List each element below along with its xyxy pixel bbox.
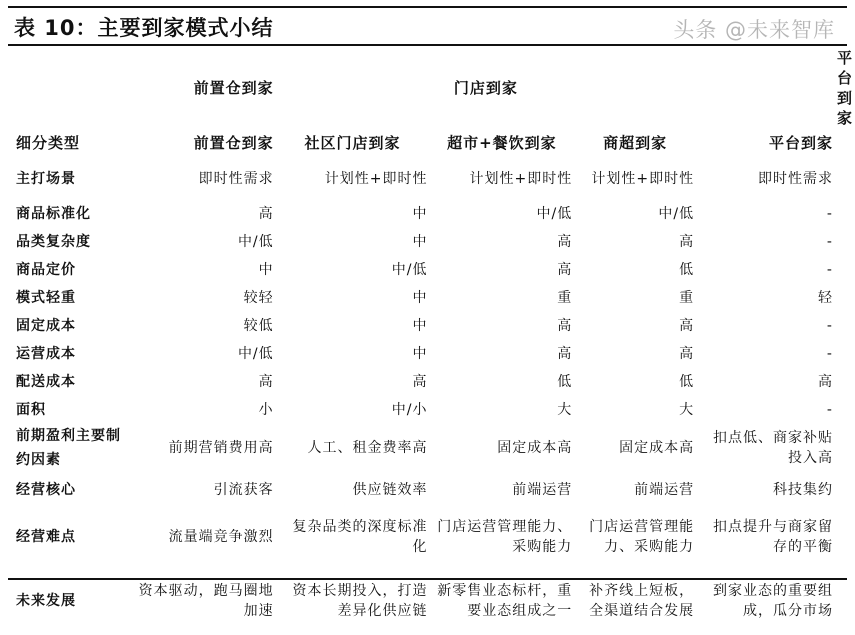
table-cell: 中	[412, 318, 428, 334]
table-cell: 高	[679, 346, 695, 362]
top-rule	[8, 6, 847, 8]
table-cell: -	[826, 262, 833, 278]
row-label: 固定成本	[16, 318, 76, 334]
table-cell: 计划性+即时性	[591, 171, 695, 187]
table-row	[14, 396, 855, 424]
table-cell: 重	[679, 290, 695, 306]
table-cell: 高	[412, 374, 428, 390]
title-rule	[8, 44, 847, 46]
table-cell: 较低	[243, 318, 274, 334]
table-cell: 高	[557, 234, 573, 250]
table-cell: 人工、租金费率高	[307, 440, 428, 456]
header-spacer	[14, 48, 136, 128]
table-cell: 供应链效率	[352, 481, 428, 498]
row-label: 经营核心	[16, 481, 76, 498]
table-cell: 中/低	[391, 262, 428, 278]
table-cell: 中/低	[237, 346, 274, 362]
table-cell: -	[826, 318, 833, 334]
sub-header: 前置仓到家	[193, 134, 274, 152]
table-cell: 固定成本高	[619, 440, 695, 456]
table-cell: 复杂品类的深度标准化	[292, 519, 428, 555]
bottom-rule	[8, 578, 847, 580]
table-cell: 高	[679, 234, 695, 250]
table-cell: 高	[258, 374, 274, 390]
table-cell: 门店运营管理能力、采购能力	[589, 519, 695, 555]
row-label: 商品标准化	[16, 206, 91, 222]
table-cell: 计划性+即时性	[324, 171, 428, 187]
table-cell: 中	[258, 262, 274, 278]
table-cell: 中/低	[658, 206, 695, 222]
table-cell: 流量端竞争激烈	[168, 529, 274, 545]
sub-header: 平台到家	[768, 134, 833, 152]
table-row	[14, 340, 855, 368]
table-cell: 扣点提升与商家留存的平衡	[712, 519, 833, 555]
table-row	[14, 158, 855, 200]
table-cell: 中	[412, 290, 428, 306]
table-cell: 固定成本高	[497, 440, 573, 456]
sub-header: 商超到家	[603, 134, 668, 152]
table-cell: -	[826, 402, 833, 418]
row-label: 品类复杂度	[16, 234, 91, 250]
table-cell: 高	[817, 374, 833, 390]
row-label: 运营成本	[16, 346, 76, 362]
table-row	[14, 228, 855, 256]
table-row	[14, 507, 855, 567]
row-label: 商品定价	[16, 262, 76, 278]
table-cell: 高	[679, 318, 695, 334]
table-cell: 前期营销费用高	[168, 440, 274, 456]
row-label: 面积	[16, 402, 46, 418]
table-row	[14, 424, 855, 472]
table-row	[14, 472, 855, 507]
table-title: 表 10：主要到家模式小结	[14, 16, 274, 40]
table-cell: 中/低	[536, 206, 573, 222]
table-row	[14, 256, 855, 284]
table-cell: 低	[679, 374, 695, 390]
table-cell: 高	[557, 346, 573, 362]
table-cell: -	[826, 206, 833, 222]
header-spacer	[696, 48, 835, 128]
group-header-store: 门店到家	[453, 79, 518, 97]
sub-header: 超市+餐饮到家	[447, 134, 557, 152]
table-cell: 低	[557, 374, 573, 390]
group-header-row	[14, 48, 855, 128]
sub-header-row	[14, 128, 855, 158]
table-cell: 资本驱动，跑马圈地加速	[138, 583, 274, 619]
table-cell: -	[826, 346, 833, 362]
table-cell: 科技集约	[772, 481, 833, 498]
row-label: 主打场景	[16, 171, 76, 187]
table-row	[14, 368, 855, 396]
table-cell: 高	[557, 262, 573, 278]
table-cell: 扣点低、商家补贴投入高	[712, 430, 833, 466]
table-cell: 低	[679, 262, 695, 278]
table-cell: 补齐线上短板，全渠道结合发展	[589, 583, 695, 619]
group-header-front-warehouse: 前置仓到家	[193, 79, 274, 97]
table-cell: 门店运营管理能力、采购能力	[437, 519, 573, 555]
table-cell: 前端运营	[512, 481, 573, 498]
sub-header: 社区门店到家	[304, 134, 401, 152]
table-cell: 中/小	[391, 402, 428, 418]
table-cell: 轻	[817, 290, 833, 306]
table-cell: 中	[412, 346, 428, 362]
table-cell: 中/低	[237, 234, 274, 250]
table-cell: 小	[258, 402, 274, 418]
table-cell: 高	[258, 206, 274, 222]
table-cell: 即时性需求	[198, 171, 274, 187]
table-cell: 中	[412, 234, 428, 250]
table-cell: 到家业态的重要组成，瓜分市场	[712, 583, 833, 619]
table-cell: 资本长期投入，打造差异化供应链	[292, 583, 428, 619]
table-cell: 中	[412, 206, 428, 222]
row-label: 模式轻重	[16, 290, 76, 306]
table-row	[14, 284, 855, 312]
table-cell: 前端运营	[634, 481, 695, 498]
watermark: 头条 @未来智库	[673, 18, 835, 42]
table-row	[14, 200, 855, 228]
table-cell: 高	[557, 318, 573, 334]
table-cell: 重	[557, 290, 573, 306]
row-label: 未来发展	[16, 593, 76, 609]
table-row	[14, 312, 855, 340]
table-cell: 大	[679, 402, 695, 418]
table-cell: 计划性+即时性	[469, 171, 573, 187]
summary-table	[14, 48, 855, 635]
row-label: 配送成本	[16, 374, 76, 390]
table-cell: 即时性需求	[757, 171, 833, 187]
table-cell: 大	[557, 402, 573, 418]
table-cell: -	[826, 234, 833, 250]
sub-header-label: 细分类型	[16, 134, 81, 152]
group-header-platform: 平台到家	[836, 49, 853, 127]
table-cell: 引流获客	[213, 481, 274, 498]
row-label: 前期盈利主要制约因素	[16, 428, 121, 468]
table-cell: 较轻	[243, 290, 274, 306]
row-label: 经营难点	[16, 529, 76, 545]
table-cell: 新零售业态标杆，重要业态组成之一	[437, 583, 573, 619]
